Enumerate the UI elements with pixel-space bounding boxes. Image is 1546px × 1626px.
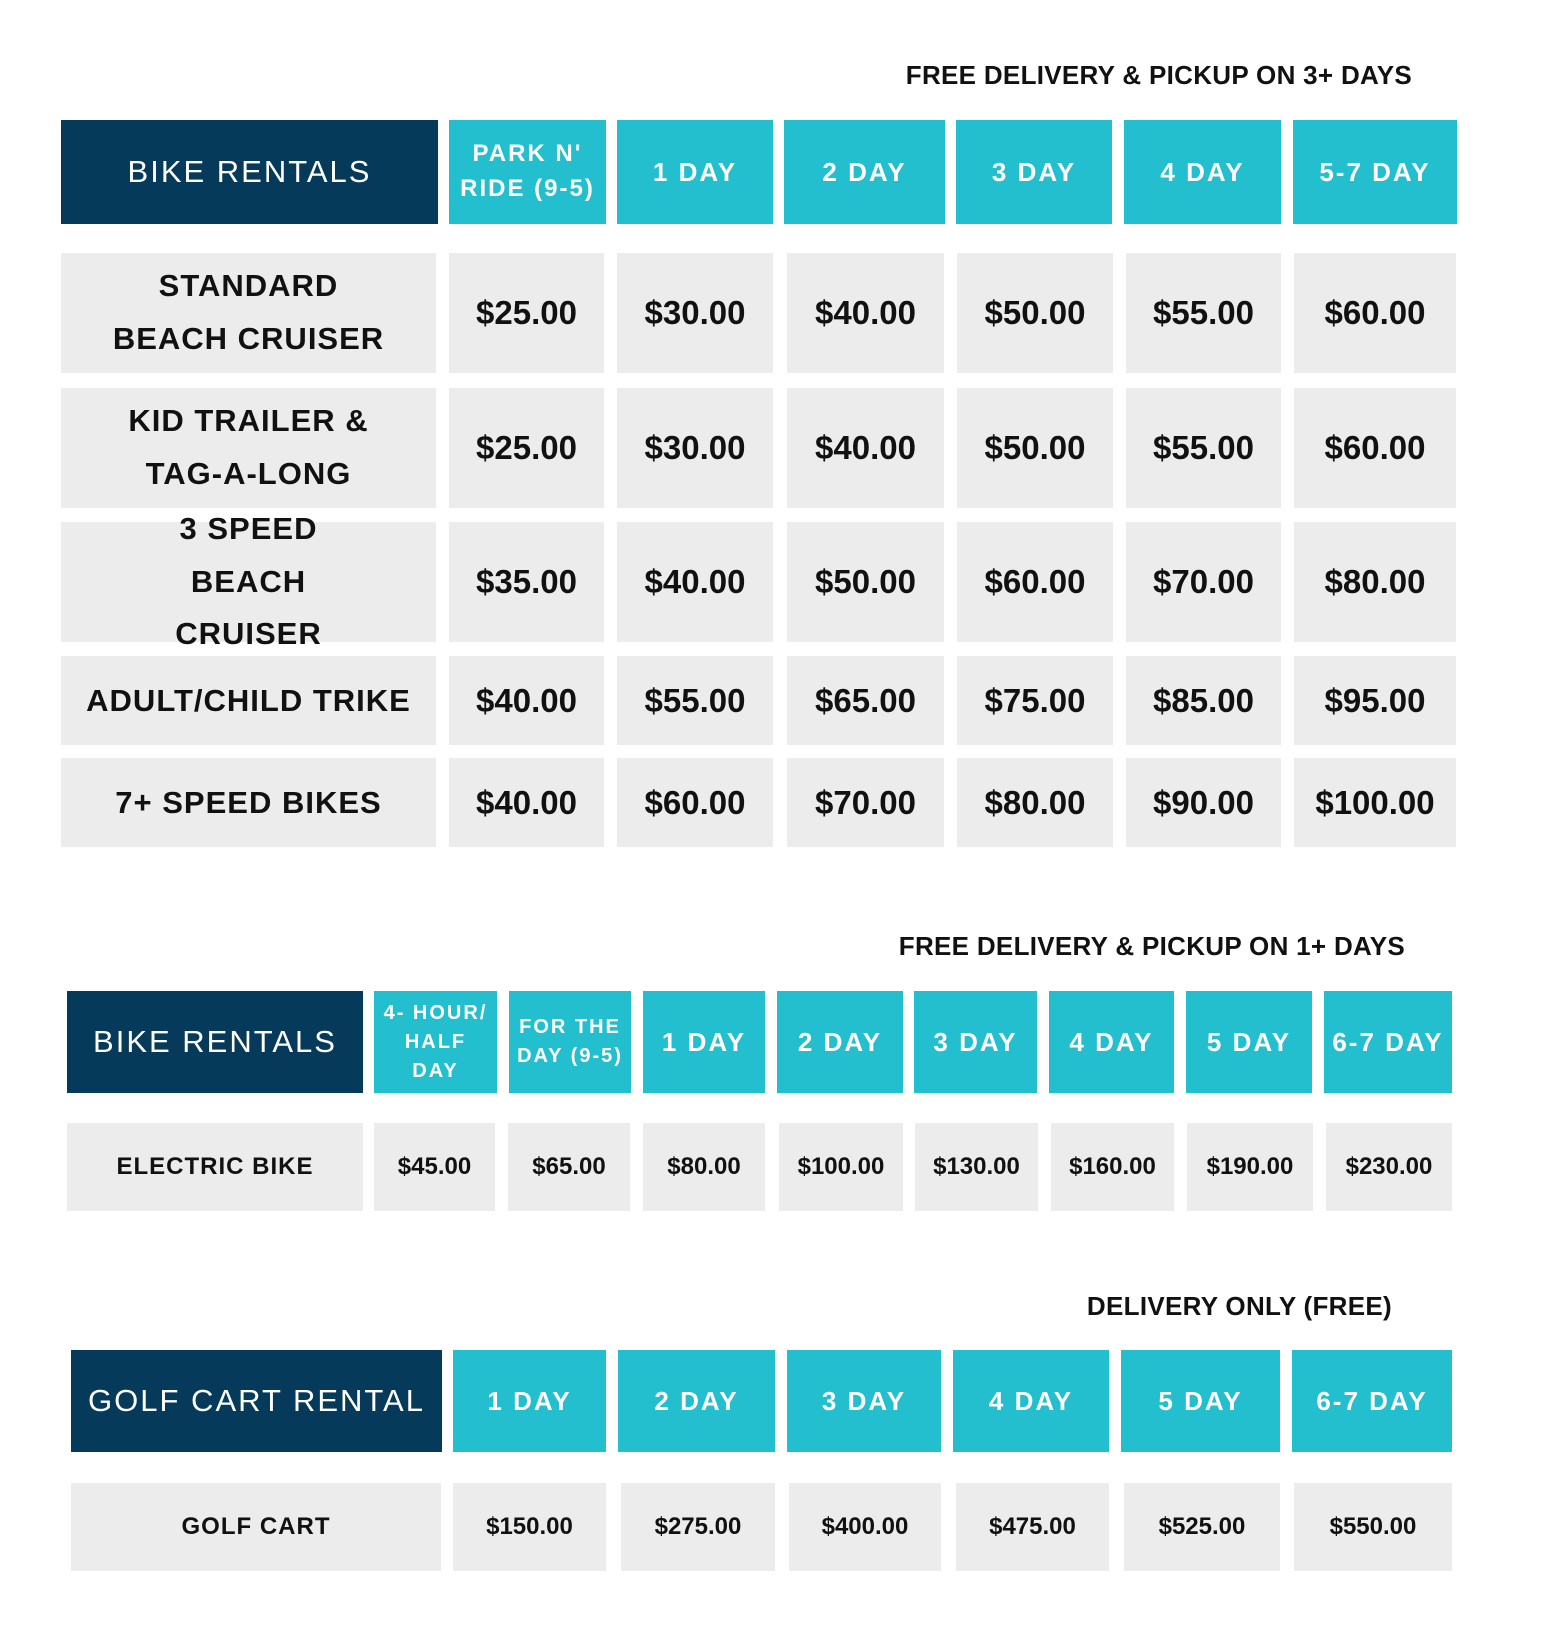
price-cell: $70.00: [787, 758, 944, 847]
price-cell: $50.00: [957, 253, 1113, 373]
price-cell: $40.00: [787, 253, 944, 373]
price-cell: $40.00: [449, 656, 604, 745]
price-cell: $55.00: [617, 656, 773, 745]
price-cell: $525.00: [1124, 1483, 1280, 1571]
column-header: 2 DAY: [618, 1350, 775, 1452]
price-cell: $275.00: [621, 1483, 775, 1571]
price-cell: $25.00: [449, 253, 604, 373]
price-cell: $60.00: [1294, 388, 1456, 508]
column-header: 3 DAY: [956, 120, 1112, 224]
price-cell: $160.00: [1051, 1123, 1174, 1211]
row-label: 7+ SPEED BIKES: [61, 758, 436, 847]
column-header: 5-7 DAY: [1293, 120, 1457, 224]
price-cell: $80.00: [643, 1123, 765, 1211]
column-header: 4 DAY: [1124, 120, 1281, 224]
price-cell: $60.00: [1294, 253, 1456, 373]
column-header: 1 DAY: [617, 120, 773, 224]
price-cell: $30.00: [617, 253, 773, 373]
price-cell: $55.00: [1126, 253, 1281, 373]
table-title: GOLF CART RENTAL: [71, 1350, 442, 1452]
delivery-note: FREE DELIVERY & PICKUP ON 3+ DAYS: [905, 60, 1412, 90]
table-title: BIKE RENTALS: [61, 120, 438, 224]
price-cell: $130.00: [915, 1123, 1038, 1211]
column-header: 4 DAY: [1049, 991, 1174, 1093]
column-header: 4- HOUR/ HALF DAY: [374, 991, 497, 1093]
row-label: KID TRAILER & TAG-A-LONG: [61, 388, 436, 508]
price-cell: $65.00: [787, 656, 944, 745]
price-cell: $30.00: [617, 388, 773, 508]
column-header: 2 DAY: [777, 991, 903, 1093]
price-cell: $550.00: [1294, 1483, 1452, 1571]
column-header: PARK N' RIDE (9-5): [449, 120, 606, 224]
price-cell: $100.00: [1294, 758, 1456, 847]
row-label: STANDARD BEACH CRUISER: [61, 253, 436, 373]
price-cell: $95.00: [1294, 656, 1456, 745]
price-cell: $80.00: [957, 758, 1113, 847]
price-cell: $40.00: [449, 758, 604, 847]
table-title: BIKE RENTALS: [67, 991, 363, 1093]
price-cell: $90.00: [1126, 758, 1281, 847]
row-label: 3 SPEED BEACH CRUISER: [61, 522, 436, 642]
price-cell: $25.00: [449, 388, 604, 508]
price-cell: $50.00: [957, 388, 1113, 508]
column-header: 3 DAY: [914, 991, 1037, 1093]
price-cell: $65.00: [508, 1123, 630, 1211]
price-cell: $75.00: [957, 656, 1113, 745]
column-header: 2 DAY: [784, 120, 945, 224]
price-cell: $150.00: [453, 1483, 606, 1571]
price-cell: $80.00: [1294, 522, 1456, 642]
row-label: GOLF CART: [71, 1483, 441, 1571]
price-cell: $40.00: [787, 388, 944, 508]
price-cell: $50.00: [787, 522, 944, 642]
price-cell: $60.00: [957, 522, 1113, 642]
price-cell: $100.00: [779, 1123, 903, 1211]
column-header: 1 DAY: [643, 991, 765, 1093]
price-cell: $70.00: [1126, 522, 1281, 642]
column-header: 4 DAY: [953, 1350, 1109, 1452]
row-label: ELECTRIC BIKE: [67, 1123, 363, 1211]
delivery-note: FREE DELIVERY & PICKUP ON 1+ DAYS: [898, 931, 1405, 961]
price-cell: $230.00: [1326, 1123, 1452, 1211]
price-cell: $475.00: [956, 1483, 1109, 1571]
row-label: ADULT/CHILD TRIKE: [61, 656, 436, 745]
price-cell: $400.00: [789, 1483, 941, 1571]
delivery-note: DELIVERY ONLY (FREE): [1086, 1291, 1392, 1321]
column-header: 1 DAY: [453, 1350, 606, 1452]
column-header: 5 DAY: [1121, 1350, 1280, 1452]
column-header: 6-7 DAY: [1292, 1350, 1452, 1452]
column-header: 6-7 DAY: [1324, 991, 1452, 1093]
price-cell: $60.00: [617, 758, 773, 847]
column-header: FOR THE DAY (9-5): [509, 991, 631, 1093]
price-cell: $85.00: [1126, 656, 1281, 745]
price-cell: $45.00: [374, 1123, 495, 1211]
price-cell: $55.00: [1126, 388, 1281, 508]
price-cell: $35.00: [449, 522, 604, 642]
price-cell: $40.00: [617, 522, 773, 642]
price-cell: $190.00: [1187, 1123, 1313, 1211]
column-header: 5 DAY: [1186, 991, 1312, 1093]
column-header: 3 DAY: [787, 1350, 941, 1452]
